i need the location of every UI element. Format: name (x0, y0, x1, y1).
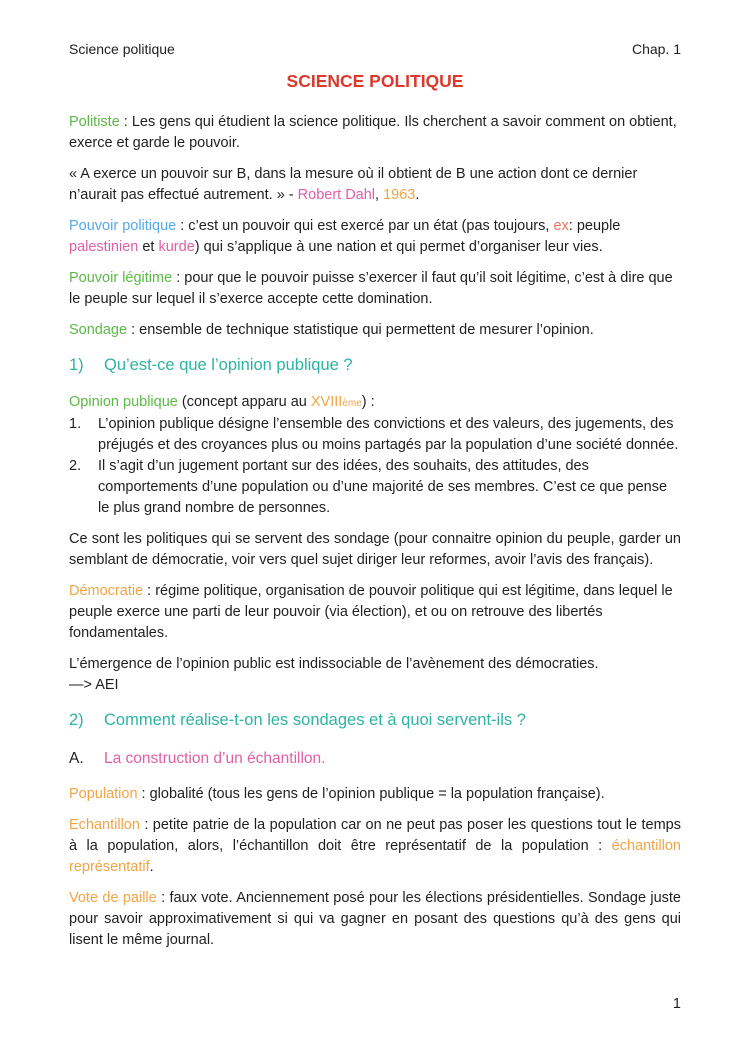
definition-population-run: Population (69, 786, 138, 802)
opinion-publique-list (69, 414, 681, 519)
definition-echantillon (69, 815, 681, 878)
paragraph-emergence-opinion-run: L’émergence de l’opinion public est indissociable de l’avènement des démocraties. (69, 656, 599, 672)
paragraph-emergence-opinion (69, 654, 681, 696)
definition-pouvoir-legitime-run: : pour que le pouvoir puisse s’exercer il faut qu’il soit légitime, c’est à dire que le peuple sur lequel il s’exerce accepte cette domination. (69, 270, 673, 307)
definition-vote-de-paille (69, 888, 681, 951)
definition-opinion-publique-run: XVIII (310, 394, 343, 410)
definition-echantillon-run: échantillon représentatif (69, 838, 681, 875)
quote-robert-dahl-run: , (375, 187, 384, 203)
definition-pouvoir-legitime-run: Pouvoir légitime (69, 270, 173, 286)
quote-robert-dahl-run: . (415, 187, 420, 203)
opinion-publique-list-item-2 (69, 456, 681, 519)
definition-echantillon-run: Echantillon (69, 817, 140, 833)
page-title: SCIENCE POLITIQUE (286, 71, 464, 91)
definition-pouvoir-politique-run: kurde (158, 239, 195, 255)
paragraph-emergence-opinion-run: —> AEI (69, 677, 119, 693)
definition-pouvoir-politique-run: et (138, 239, 159, 255)
definition-politiste (69, 112, 681, 154)
section-2-heading (69, 708, 681, 733)
quote-robert-dahl (69, 164, 681, 206)
definition-opinion-publique-run: ème (342, 398, 362, 409)
subsection-a-heading (69, 747, 681, 770)
definition-population-run: : globalité (tous les gens de l’opinion publique = la population française). (137, 786, 605, 802)
section-1-heading-number: 1) (69, 356, 84, 374)
opinion-publique-list-item-1-run: L’opinion publique désigne l’ensemble des convictions et des valeurs, des jugements, des préjugés et des croyances plus ou moins partagés par la population d’une société donnée. (98, 416, 679, 453)
definition-pouvoir-politique-run: Pouvoir politique (69, 218, 177, 234)
definition-pouvoir-politique-run: : peuple (568, 218, 621, 234)
paragraph-politiques-sondages (69, 529, 681, 571)
definition-opinion-publique (69, 392, 681, 414)
section-2-heading-number: 2) (69, 711, 84, 729)
definition-population (69, 784, 681, 805)
definition-opinion-publique-run: ) : (361, 394, 375, 410)
definition-democratie (69, 581, 681, 644)
opinion-publique-list-item-2-number: 2. (69, 458, 82, 474)
quote-robert-dahl-run: « A exerce un pouvoir sur B, dans la mesure où il obtient de B une action dont ce dernier n’aurait pas effectué autrement. » - (69, 166, 638, 203)
opinion-publique-list-item-2-text (98, 456, 681, 519)
definition-politiste-run: Politiste (69, 114, 120, 130)
definition-pouvoir-politique-run: palestinien (69, 239, 139, 255)
opinion-publique-list-item-1 (69, 414, 681, 456)
opinion-publique-list-item-2-run: Il s’agit d’un jugement portant sur des idées, des souhaits, des attitudes, des comportements d’une population ou d’une majorité de ses membres. C’est ce que pense le plus grand nombre de personnes. (98, 458, 668, 516)
definition-democratie-run: Démocratie (69, 583, 144, 599)
opinion-publique-list-item-1-number: 1. (69, 416, 82, 432)
definition-echantillon-run: : petite patrie de la population car on ne peut pas poser les questions tout le temps à la population, alors, l’échantillon doit être représentatif de la population : (69, 817, 681, 854)
definition-sondage-run: Sondage (69, 322, 128, 338)
subsection-a-heading-number: A. (69, 750, 84, 767)
page-number: 1 (672, 996, 681, 1012)
definition-echantillon-run: . (149, 859, 154, 875)
subsection-a-heading-text: La construction d’un échantillon. (104, 750, 326, 767)
section-2-heading-text: Comment réalise-t-on les sondages et à quoi servent-ils ? (104, 711, 526, 729)
definition-opinion-publique-run: Opinion publique (69, 394, 178, 410)
definition-vote-de-paille-run: : faux vote. Anciennement posé pour les élections présidentielles. Sondage juste pour savoir approximativement si qui va gagner en posant des questions qu’à des gens qui lisent le même journal. (69, 890, 681, 948)
definition-politiste-run: : Les gens qui étudient la science politique. Ils cherchent a savoir comment on obtient, exerce et garde le pouvoir. (69, 114, 677, 151)
section-1-heading-text: Qu’est-ce que l’opinion publique ? (104, 356, 353, 374)
quote-robert-dahl-run: Robert Dahl (297, 187, 376, 203)
definition-pouvoir-politique-run: ) qui s’applique à une nation et qui permet d’organiser leur vies. (194, 239, 603, 255)
definition-pouvoir-politique (69, 216, 681, 258)
definition-opinion-publique-run: (concept apparu au (177, 394, 311, 410)
definition-sondage (69, 320, 681, 341)
document-header (69, 40, 681, 58)
section-1-heading (69, 353, 681, 378)
definition-sondage-run: : ensemble de technique statistique qui permettent de mesurer l’opinion. (127, 322, 594, 338)
header-chapter-label: Chap. 1 (631, 41, 681, 57)
content (69, 112, 681, 951)
definition-pouvoir-politique-run: ex (553, 218, 569, 234)
definition-vote-de-paille-run: Vote de paille (69, 890, 157, 906)
header-course-name: Science politique (69, 41, 175, 57)
definition-pouvoir-politique-run: : c’est un pouvoir qui est exercé par un état (pas toujours, (176, 218, 554, 234)
quote-robert-dahl-run: 1963 (383, 187, 416, 203)
definition-pouvoir-legitime (69, 268, 681, 310)
definition-democratie-run: : régime politique, organisation de pouvoir politique qui est légitime, dans lequel le peuple exerce une parti de leur pouvoir (via élection), et ou on retrouve des libertés fondamentales. (69, 583, 673, 641)
opinion-publique-list-item-1-text (98, 414, 681, 456)
paragraph-politiques-sondages-run: Ce sont les politiques qui se servent des sondage (pour connaitre opinion du peuple, garder un semblant de démocratie, voir vers quel sujet diriger leur reformes, avoir l’avis des français). (69, 531, 681, 568)
